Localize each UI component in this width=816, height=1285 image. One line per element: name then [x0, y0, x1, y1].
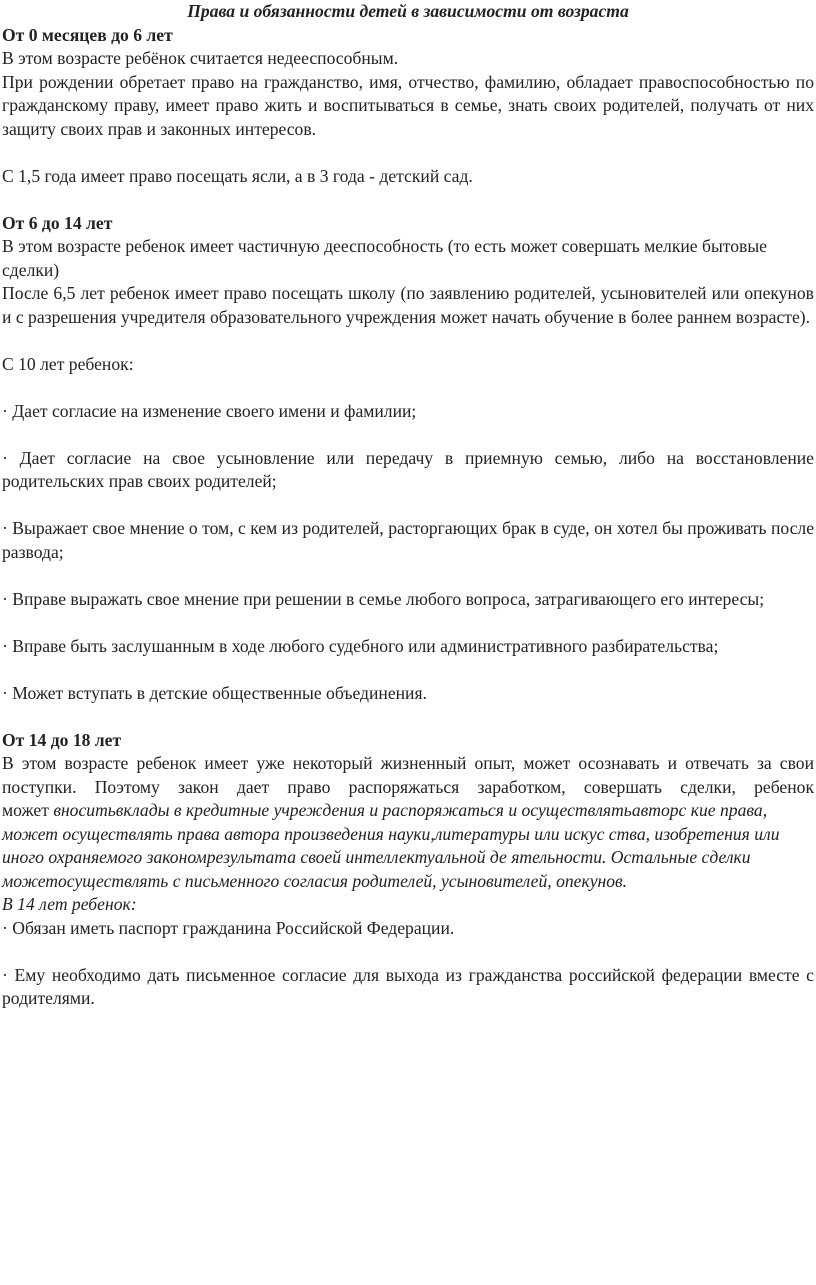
- list-item: · Может вступать в детские общественные объединения.: [2, 682, 427, 703]
- spacer: [2, 423, 814, 447]
- section-heading-0-6: От 0 месяцев до 6 лет: [2, 24, 173, 45]
- spacer: [2, 705, 814, 729]
- paragraph-mixed: [2, 799, 814, 893]
- list-item: · Дает согласие на изменение своего имени и фамилии;: [2, 400, 417, 421]
- paragraph: С 1,5 года имеет право посещать ясли, а в 3 года - детский сад.: [2, 165, 473, 186]
- paragraph: В этом возрасте ребёнок считается недееспособным.: [2, 48, 399, 68]
- paragraph: В этом возрасте ребенок имеет частичную дееспособность (то есть может совершать мелкие бытовые сделки): [2, 236, 767, 280]
- paragraph: В этом возрасте ребенок имеет уже некоторый жизненный опыт, может осознавать и отвечать за свои поступки. Поэтому закон дает право распоряжаться заработком, совершать сделки, ребенок: [2, 753, 814, 797]
- section-heading-6-14: От 6 до 14 лет: [2, 212, 113, 233]
- list-item: · Вправе быть заслушанным в ходе любого судебного или административного разбирательства;: [2, 635, 719, 656]
- list-item: · Ему необходимо дать письменное согласие для выхода из гражданства российской федерации вместе с родителями.: [2, 964, 814, 1008]
- paragraph-lead: может: [2, 800, 54, 820]
- paragraph-italic: вноситьвклады в кредитные учреждения и распоряжаться и осуществлятьавторс кие права, может осуществлять права автора произведения науки,литературы или искус ства, изобретения или иного охраняемого закономрезультата своей интеллектуальной де ятельности. Остальные сделки можетосуществлять с письменного согласия родителей, усыновителей, опекунов.: [2, 800, 780, 891]
- document-title: Права и обязанности детей в зависимости от возраста: [187, 1, 629, 21]
- spacer: [2, 658, 814, 682]
- list-item: · Дает согласие на свое усыновление или передачу в приемную семью, либо на восстановление родительских прав своих родителей;: [2, 447, 814, 491]
- list-item: · Вправе выражать свое мнение при решении в семье любого вопроса, затрагивающего его интересы;: [2, 588, 765, 609]
- section-heading-14-18: От 14 до 18 лет: [2, 729, 122, 750]
- paragraph: После 6,5 лет ребенок имеет право посещать школу (по заявлению родителей, усыновителей или опекунов и с разрешения учредителя образовательного учреждения может начать обучение в более раннем возрасте).: [2, 283, 814, 327]
- spacer: [2, 188, 814, 212]
- spacer: [2, 494, 814, 518]
- paragraph: В 14 лет ребенок:: [2, 894, 137, 914]
- paragraph: При рождении обретает право на гражданство, имя, отчество, фамилию, обладает правоспособностью по гражданскому праву, имеет право жить и воспитываться в семье, знать своих родителей, получать от них защиту своих прав и законных интересов.: [2, 71, 814, 139]
- list-item: · Обязан иметь паспорт гражданина Российской Федерации.: [2, 917, 455, 938]
- spacer: [2, 376, 814, 400]
- spacer: [2, 564, 814, 588]
- list-item: · Выражает свое мнение о том, с кем из родителей, расторгающих брак в суде, он хотел бы проживать после развода;: [2, 518, 814, 562]
- spacer: [2, 329, 814, 353]
- paragraph: С 10 лет ребенок:: [2, 353, 134, 374]
- spacer: [2, 940, 814, 964]
- spacer: [2, 141, 814, 165]
- spacer: [2, 611, 814, 635]
